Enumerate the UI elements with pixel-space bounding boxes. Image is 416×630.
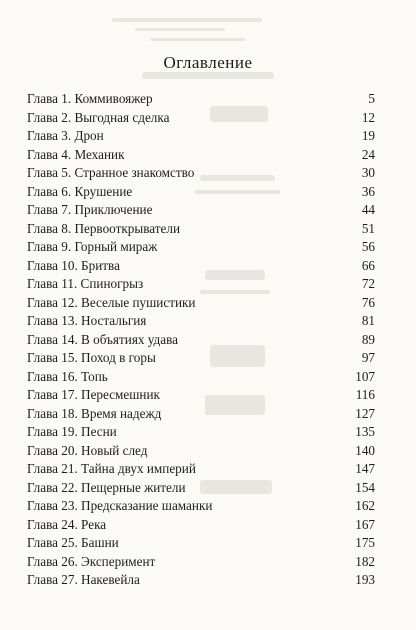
page-number: 81	[361, 313, 375, 328]
chapter-title: Глава 17. Пересмешник	[27, 387, 160, 402]
toc-entry	[27, 164, 375, 183]
chapter-title: Глава 23. Предсказание шаманки	[27, 498, 213, 513]
chapter-title: Глава 27. Накевейла	[27, 572, 140, 587]
chapter-title: Глава 11. Спиногрыз	[27, 276, 144, 291]
chapter-title: Глава 7. Приключение	[27, 202, 153, 217]
toc-entry	[27, 349, 375, 368]
chapter-title: Глава 9. Горный мираж	[27, 239, 158, 254]
chapter-title: Глава 18. Время надежд	[27, 405, 162, 421]
chapter-title: Глава 19. Песни	[27, 424, 117, 439]
toc-entry	[27, 479, 375, 498]
chapter-title: Глава 26. Эксперимент	[27, 553, 156, 569]
chapter-title: Глава 12. Веселые пушистики	[27, 294, 196, 310]
chapter-title: Глава 22. Пещерные жители	[27, 479, 186, 495]
toc-entry	[27, 423, 375, 442]
chapter-title: Глава 3. Дрон	[27, 128, 104, 143]
page-number: 127	[355, 405, 375, 421]
table-of-contents	[27, 90, 375, 590]
chapter-title: Глава 25. Башни	[27, 535, 119, 550]
toc-entry	[27, 238, 375, 257]
page-number: 116	[355, 387, 375, 402]
toc-entry	[27, 553, 375, 572]
chapter-title: Глава 5. Странное знакомство	[27, 165, 195, 180]
page-number: 12	[361, 109, 375, 125]
page-number: 140	[355, 442, 375, 458]
chapter-title: Глава 15. Поход в горы	[27, 350, 156, 365]
toc-entry	[27, 201, 375, 220]
toc-entry	[27, 183, 375, 202]
toc-entry	[27, 312, 375, 331]
toc-entry	[27, 257, 375, 276]
chapter-title: Глава 14. В объятиях удава	[27, 331, 179, 347]
page-title: Оглавление	[163, 53, 253, 72]
toc-entry	[27, 534, 375, 553]
page-number: 30	[361, 165, 375, 180]
toc-entry	[27, 516, 375, 535]
chapter-title: Глава 24. Река	[27, 516, 107, 532]
chapter-title: Глава 2. Выгодная сделка	[27, 109, 170, 125]
page-number: 154	[355, 479, 375, 495]
page-number: 107	[355, 368, 375, 384]
toc-entry	[27, 109, 375, 128]
chapter-title: Глава 20. Новый след	[27, 442, 148, 458]
toc-entry	[27, 127, 375, 146]
page-number: 56	[361, 239, 375, 254]
toc-entry	[27, 442, 375, 461]
page-number: 51	[361, 220, 375, 236]
toc-entry	[27, 497, 375, 516]
page-number: 36	[361, 183, 375, 199]
page-number: 19	[361, 128, 375, 143]
page-number: 5	[368, 91, 375, 106]
page-number: 135	[355, 424, 375, 439]
page-number: 175	[355, 535, 375, 550]
page-number: 162	[355, 498, 375, 513]
chapter-title: Глава 13. Ностальгия	[27, 313, 147, 328]
chapter-title: Глава 21. Тайна двух империй	[27, 461, 196, 476]
page-number: 66	[361, 257, 375, 273]
page-number: 147	[355, 461, 375, 476]
page-number: 97	[361, 350, 375, 365]
page-number: 182	[355, 553, 375, 569]
toc-entry	[27, 368, 375, 387]
chapter-title: Глава 6. Крушение	[27, 183, 133, 199]
page-number: 76	[361, 294, 375, 310]
page-number: 72	[361, 276, 375, 291]
chapter-title: Глава 10. Бритва	[27, 257, 120, 273]
toc-entry	[27, 275, 375, 294]
page-number: 167	[355, 516, 375, 532]
toc-entry	[27, 90, 375, 109]
toc-entry	[27, 146, 375, 165]
toc-entry	[27, 386, 375, 405]
chapter-title: Глава 4. Механик	[27, 146, 125, 162]
toc-entry	[27, 405, 375, 424]
toc-entry	[27, 460, 375, 479]
toc-entry	[27, 294, 375, 313]
toc-entry	[27, 571, 375, 590]
chapter-title: Глава 16. Топь	[27, 368, 108, 384]
chapter-title: Глава 8. Первооткрыватели	[27, 220, 181, 236]
page-number: 24	[361, 146, 375, 162]
chapter-title: Глава 1. Коммивояжер	[27, 91, 153, 106]
page-number: 89	[361, 331, 375, 347]
toc-entry	[27, 331, 375, 350]
toc-entry	[27, 220, 375, 239]
page-number: 193	[355, 572, 375, 587]
page-number: 44	[361, 202, 375, 217]
